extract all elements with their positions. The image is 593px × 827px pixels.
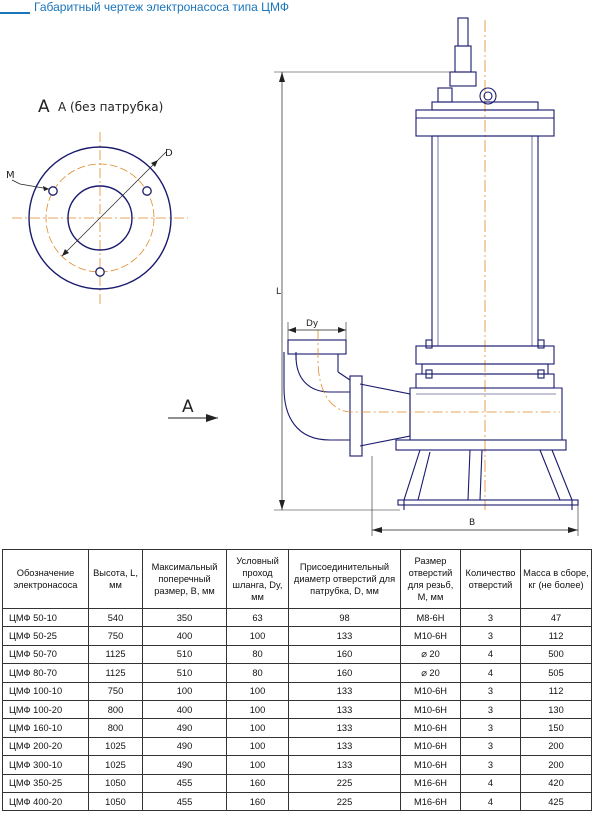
table-cell: 98 — [289, 609, 401, 627]
table-cell: 1025 — [89, 737, 143, 755]
pump-model-cell: ЦМФ 160-10 — [3, 719, 89, 737]
table-cell: 1125 — [89, 664, 143, 682]
view-arrow-head — [206, 414, 218, 422]
label-d: D — [165, 148, 173, 159]
table-cell: 500 — [521, 645, 592, 663]
table-cell: 160 — [289, 645, 401, 663]
table-cell: М16-6Н — [401, 792, 461, 810]
page-title: Габаритный чертеж электронасоса типа ЦМФ — [34, 0, 289, 14]
column-header: Размер отверстий для резьб, М, мм — [401, 550, 461, 609]
table-cell: 100 — [227, 756, 289, 774]
table-cell: 490 — [143, 756, 227, 774]
table-cell: 200 — [521, 737, 592, 755]
table-cell: 160 — [227, 774, 289, 792]
pump-model-cell: ЦМФ 100-10 — [3, 682, 89, 700]
bolt-hole — [143, 187, 151, 195]
pump-model-cell: ЦМФ 80-70 — [3, 664, 89, 682]
table-row — [3, 700, 592, 718]
table-cell: 4 — [461, 792, 521, 810]
column-header: Присоединительный диаметр отверстий для патрубка, D, мм — [289, 550, 401, 609]
table-cell: 425 — [521, 792, 592, 810]
table-cell: 3 — [461, 700, 521, 718]
stand-base — [398, 500, 578, 505]
cable-gland — [455, 46, 471, 72]
discharge-flange — [350, 376, 362, 456]
column-header: Количество отверстий — [461, 550, 521, 609]
table-cell: 100 — [227, 737, 289, 755]
table-cell: 133 — [289, 700, 401, 718]
table-cell: 350 — [143, 609, 227, 627]
arrow-label: A — [182, 397, 194, 417]
label-b: B — [469, 518, 476, 528]
pump-model-cell: ЦМФ 200-20 — [3, 737, 89, 755]
table-cell: 4 — [461, 664, 521, 682]
table-row — [3, 719, 592, 737]
label-l: L — [276, 287, 282, 297]
elbow-axis — [318, 330, 560, 412]
bolt-hole — [49, 187, 57, 195]
pump-model-cell: ЦМФ 400-20 — [3, 792, 89, 810]
table-cell: 100 — [227, 627, 289, 645]
table-cell: 750 — [89, 627, 143, 645]
terminal-box — [438, 88, 452, 102]
title-bar — [0, 0, 360, 14]
label-m: M — [6, 170, 15, 181]
table-cell: 3 — [461, 609, 521, 627]
elbow-inner — [296, 352, 350, 392]
dimension-dy — [288, 319, 346, 340]
support-leg — [540, 450, 572, 500]
table-cell: 100 — [227, 682, 289, 700]
dimension-arrow — [279, 72, 285, 82]
table-body — [3, 609, 592, 811]
pump-model-cell: ЦМФ 50-10 — [3, 609, 89, 627]
table-cell: М10-6Н — [401, 756, 461, 774]
column-header: Масса в сборе, кг (не более) — [521, 550, 592, 609]
table-row — [3, 664, 592, 682]
table-cell: 4 — [461, 645, 521, 663]
dimension-arrow — [338, 327, 346, 333]
discharge-diffuser — [360, 384, 410, 446]
table-cell: М10-6Н — [401, 737, 461, 755]
column-header: Максимальный поперечный размер, В, мм — [143, 550, 227, 609]
table-cell: 133 — [289, 719, 401, 737]
table-cell: 63 — [227, 609, 289, 627]
table-cell: 112 — [521, 682, 592, 700]
view-label: А (без патрубка) — [58, 100, 164, 114]
table-cell: 490 — [143, 737, 227, 755]
table-cell: 505 — [521, 664, 592, 682]
pump-model-cell: ЦМФ 50-25 — [3, 627, 89, 645]
dimension-arrow — [288, 327, 296, 333]
table-cell: 3 — [461, 756, 521, 774]
bolt — [538, 340, 544, 348]
table-cell: 150 — [521, 719, 592, 737]
table-row — [3, 627, 592, 645]
elbow-outer — [284, 352, 350, 440]
table-cell: 225 — [289, 792, 401, 810]
table-cell: М8-6Н — [401, 609, 461, 627]
pump-dimension-drawing — [0, 14, 593, 544]
table-cell: 3 — [461, 719, 521, 737]
table-cell: 200 — [521, 756, 592, 774]
table-row — [3, 645, 592, 663]
pump-model-cell: ЦМФ 300-10 — [3, 756, 89, 774]
support-leg — [468, 450, 482, 500]
table-cell: 510 — [143, 645, 227, 663]
table-cell: 47 — [521, 609, 592, 627]
table-cell: 100 — [227, 719, 289, 737]
cable-coupling — [450, 72, 476, 86]
table-cell: 455 — [143, 774, 227, 792]
table-cell: 80 — [227, 664, 289, 682]
pump-volute — [410, 388, 562, 440]
table-cell: М10-6Н — [401, 700, 461, 718]
nozzle-flange — [288, 340, 346, 354]
table-cell: 750 — [89, 682, 143, 700]
table-cell: 3 — [461, 627, 521, 645]
support-leg — [404, 450, 430, 500]
table-cell: 490 — [143, 719, 227, 737]
table-cell: ⌀ 20 — [401, 664, 461, 682]
table-cell: 1050 — [89, 792, 143, 810]
table-cell: 510 — [143, 664, 227, 682]
table-cell: М16-6Н — [401, 774, 461, 792]
table-cell: 1025 — [89, 756, 143, 774]
table-cell: 133 — [289, 756, 401, 774]
table-cell: 112 — [521, 627, 592, 645]
pump-base-flange — [396, 440, 566, 450]
table-cell: 130 — [521, 700, 592, 718]
flange-view — [6, 97, 218, 422]
table-cell: М10-6Н — [401, 682, 461, 700]
dimension-arrow — [372, 527, 382, 533]
table-cell: 400 — [143, 700, 227, 718]
bolt — [426, 340, 432, 348]
table-cell: 420 — [521, 774, 592, 792]
table-cell: 133 — [289, 682, 401, 700]
pump-side-view — [284, 18, 578, 510]
pump-model-cell: ЦМФ 50-70 — [3, 645, 89, 663]
table-row — [3, 774, 592, 792]
column-header: Условный проход шланга, Dy, мм — [227, 550, 289, 609]
table-cell: 133 — [289, 737, 401, 755]
view-label-big-a: A — [38, 97, 50, 117]
table-cell: 1050 — [89, 774, 143, 792]
dimension-d-line — [62, 160, 158, 256]
table-cell: ⌀ 20 — [401, 645, 461, 663]
table-cell: 3 — [461, 737, 521, 755]
table-cell: М10-6Н — [401, 627, 461, 645]
table-cell: 400 — [143, 627, 227, 645]
table-row — [3, 682, 592, 700]
pump-spec-table — [2, 549, 592, 811]
table-header-row — [3, 550, 592, 609]
table-row — [3, 792, 592, 810]
nozzle-neck — [338, 372, 350, 380]
table-cell: 160 — [227, 792, 289, 810]
table-cell: 4 — [461, 774, 521, 792]
table-cell: 455 — [143, 792, 227, 810]
column-header: Высота, L, мм — [89, 550, 143, 609]
table-cell: 133 — [289, 627, 401, 645]
table-cell: 225 — [289, 774, 401, 792]
table-cell: 100 — [143, 682, 227, 700]
table-cell: 540 — [89, 609, 143, 627]
cable-entry — [458, 18, 468, 46]
dimension-arrow — [568, 527, 578, 533]
table-cell: 160 — [289, 664, 401, 682]
bolt-hole — [96, 268, 104, 276]
table-row — [3, 737, 592, 755]
table-cell: 100 — [227, 700, 289, 718]
label-dy: Dy — [306, 319, 319, 329]
table-cell: 3 — [461, 682, 521, 700]
table-row — [3, 756, 592, 774]
table-cell: 1125 — [89, 645, 143, 663]
pump-model-cell: ЦМФ 350-25 — [3, 774, 89, 792]
table-row — [3, 609, 592, 627]
table-cell: 800 — [89, 719, 143, 737]
dimension-l — [274, 72, 455, 510]
table-cell: 80 — [227, 645, 289, 663]
dimension-arrow — [279, 500, 285, 510]
table-cell: 800 — [89, 700, 143, 718]
table-cell: М10-6Н — [401, 719, 461, 737]
column-header: Обозначение электронасоса — [3, 550, 89, 609]
pump-model-cell: ЦМФ 100-20 — [3, 700, 89, 718]
